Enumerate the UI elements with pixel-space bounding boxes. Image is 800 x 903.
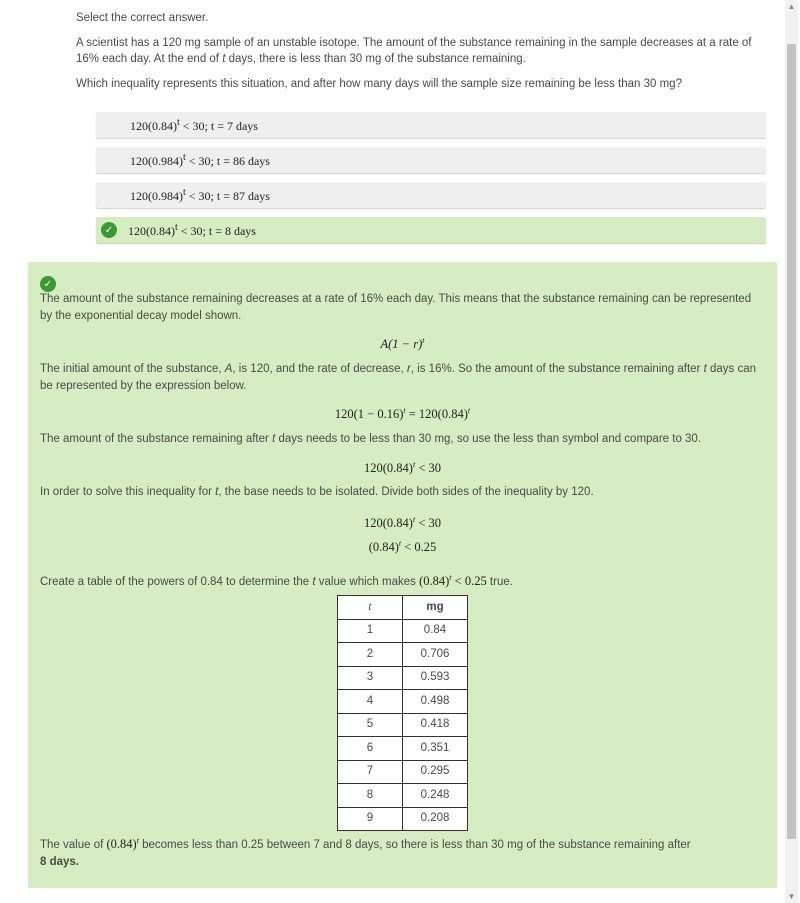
option-math: $120(0.84)^t < 30$; t = 7 days <box>130 116 258 133</box>
answer-option-3[interactable] <box>96 182 766 208</box>
explanation-paragraph-4: In order to solve this inequality for t, the base needs to be isolated. Divide both sides of the inequality by 120. <box>40 486 594 498</box>
table-cell: 0.418 <box>403 713 468 737</box>
inequality-formula: $120(0.84)^t < 30$ <box>364 460 441 476</box>
table-cell: 2 <box>338 643 403 667</box>
inequality-step-2: $(0.84)^t < 0.25$ <box>368 539 437 555</box>
table-cell: 8 <box>338 784 403 808</box>
table-row <box>338 690 468 714</box>
instruction-text: Select the correct answer. <box>76 12 209 24</box>
scroll-down-arrow-icon[interactable]: ▼ <box>787 892 796 901</box>
table-row <box>338 619 468 643</box>
option-math: $120(0.984)^t < 30$; t = 86 days <box>130 151 270 168</box>
table-row <box>338 760 468 784</box>
expression-formula: $120(1 - 0.16)^t = 120(0.84)^t$ <box>334 406 471 422</box>
option-math: $120(0.984)^t < 30$; t = 87 days <box>130 186 270 203</box>
inequality-step-1: $120(0.84)^t < 30$ <box>364 515 441 531</box>
table-cell: 0.248 <box>403 784 468 808</box>
table-header-t: t <box>338 596 403 620</box>
answer-options <box>96 112 766 252</box>
table-header-mg: mg <box>403 596 468 620</box>
table-cell: 0.498 <box>403 690 468 714</box>
scroll-up-arrow-icon[interactable]: ▲ <box>787 2 796 11</box>
table-row <box>338 666 468 690</box>
table-cell: 3 <box>338 666 403 690</box>
table-cell: 6 <box>338 737 403 761</box>
final-answer: 8 days. <box>40 856 79 869</box>
table-cell: 4 <box>338 690 403 714</box>
table-row <box>338 713 468 737</box>
table-cell: 5 <box>338 713 403 737</box>
question-text: Which inequality represents this situation, and after how many days will the sample size remaining be less than 30 mg? <box>76 78 682 90</box>
table-row <box>338 737 468 761</box>
explanation-paragraph-2: The initial amount of the substance, A, is 120, and the rate of decrease, r, is 16%. So the amount of the substance remaining after t days can be represented by the expression below. <box>40 363 757 392</box>
question-prompt: A scientist has a 120 mg sample of an unstable isotope. The amount of the substance remaining in the sample decreases at a rate of 16% each day. At the end of t days, there is less than 30 mg of the substance remaining. <box>76 37 752 65</box>
powers-table <box>337 595 468 831</box>
table-cell: 9 <box>338 807 403 831</box>
scrollbar-thumb[interactable] <box>787 44 796 839</box>
table-row <box>338 643 468 667</box>
option-math: $120(0.84)^t < 30$; t = 8 days <box>128 221 256 238</box>
table-cell: 0.208 <box>403 807 468 831</box>
decay-model-formula: $A(1 - r)^t$ <box>380 336 425 352</box>
question-block <box>76 10 771 101</box>
table-row <box>338 807 468 831</box>
answer-option-1[interactable] <box>96 112 766 138</box>
table-cell: 0.295 <box>403 760 468 784</box>
table-cell: 0.351 <box>403 737 468 761</box>
check-circle-icon: ✓ <box>40 276 56 292</box>
table-cell: 0.593 <box>403 666 468 690</box>
table-cell: 1 <box>338 619 403 643</box>
explanation-conclusion: The value of $(0.84)^t$ becomes less than 0.25 between 7 and 8 days, so there is less than 30 mg of the substance remaining after 8 days. <box>40 836 691 869</box>
table-cell: 0.706 <box>403 643 468 667</box>
table-header-row <box>338 596 468 620</box>
explanation-paragraph-3: The amount of the substance remaining after t days needs to be less than 30 mg, so use the less than symbol and compare to 30. <box>40 433 702 445</box>
explanation-paragraph-5: Create a table of the powers of 0.84 to determine the t value which makes $(0.84)^t < 0.25$ true. <box>40 573 513 589</box>
table-cell: 0.84 <box>403 619 468 643</box>
table-cell: 7 <box>338 760 403 784</box>
answer-option-2[interactable] <box>96 147 766 173</box>
check-circle-icon: ✓ <box>101 222 117 238</box>
answer-option-4-selected[interactable] <box>96 217 766 243</box>
explanation-paragraph-1: The amount of the substance remaining decreases at a rate of 16% each day. This means that the substance remaining can be represented by the exponential decay model shown. <box>40 293 752 322</box>
explanation-panel <box>28 262 777 888</box>
table-row <box>338 784 468 808</box>
